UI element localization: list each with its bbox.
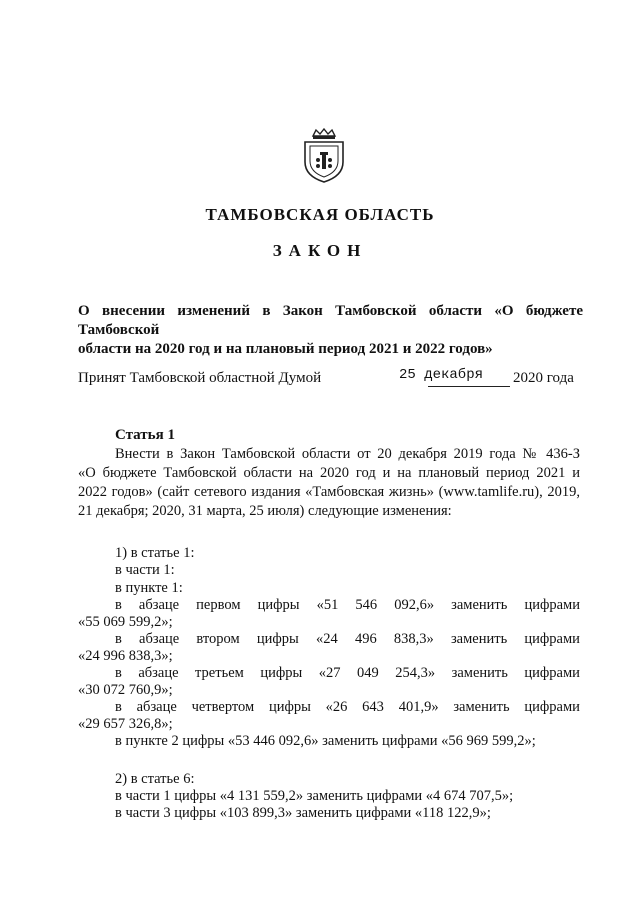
coat-of-arms-emblem xyxy=(301,128,347,184)
item-1-point: в пункте 1: xyxy=(115,580,183,596)
word: четвертом xyxy=(191,699,255,715)
word: абзаце xyxy=(138,597,180,613)
word: абзаце xyxy=(138,665,179,681)
item-2-part-3: в части 3 цифры «103 899,3» заменить цифрами «118 122,9»; xyxy=(115,805,491,821)
amendment-continuation: «30 072 760,9»; xyxy=(78,682,173,698)
region-title: ТАМБОВСКАЯ ОБЛАСТЬ xyxy=(205,205,435,224)
document-type-title: ЗАКОН xyxy=(272,241,368,260)
word: заменить xyxy=(450,631,508,647)
word: «27 xyxy=(318,665,341,681)
word: 546 xyxy=(355,597,378,613)
law-subject xyxy=(78,302,583,359)
word: цифрами xyxy=(524,631,580,647)
item-2-heading: 2) в статье 6: xyxy=(115,771,195,787)
date-underline xyxy=(428,386,510,387)
word: «51 xyxy=(316,597,339,613)
word: втором xyxy=(196,631,240,647)
word: третьем xyxy=(195,665,244,681)
word: первом xyxy=(196,597,241,613)
article-intro-paragraph xyxy=(78,445,580,521)
article-title: Статья 1 xyxy=(115,427,175,443)
word: в xyxy=(115,631,122,647)
word: заменить xyxy=(451,665,508,681)
item-2-part-1: в части 1 цифры «4 131 559,2» заменить цифрами «4 674 707,5»; xyxy=(115,788,514,804)
word: абзаце xyxy=(139,631,180,647)
word: цифры xyxy=(268,699,311,715)
word: абзаце xyxy=(136,699,177,715)
word: заменить xyxy=(453,699,510,715)
word: «24 xyxy=(316,631,338,647)
word: 049 xyxy=(356,665,379,681)
paragraph-line: 2022 годов» (сайт сетевого издания «Тамбовская жизнь» (www.tamlife.ru), 2019, xyxy=(78,484,580,500)
amendment-continuation: «29 657 326,8»; xyxy=(78,716,173,732)
amendment-continuation: «55 069 599,2»; xyxy=(78,614,173,630)
adoption-day: 25 декабря xyxy=(399,367,484,383)
amendment-continuation: «24 996 838,3»; xyxy=(78,648,173,664)
paragraph-line: Внести в Закон Тамбовской области от 20 декабря 2019 года № 436-З xyxy=(115,446,580,462)
word: цифрами xyxy=(524,665,580,681)
word: цифрами xyxy=(524,597,580,613)
item-1-heading: 1) в статье 1: xyxy=(115,545,195,561)
word: 838,3» xyxy=(393,631,434,647)
item-1-part: в части 1: xyxy=(115,562,175,578)
word: в xyxy=(115,665,122,681)
word: цифры xyxy=(260,665,303,681)
word: 254,3» xyxy=(395,665,436,681)
word: «26 xyxy=(325,699,348,715)
subject-line: О внесении изменений в Закон Тамбовской области «О бюджете Тамбовской xyxy=(78,303,583,338)
word: в xyxy=(115,699,122,715)
adoption-label: Принят Тамбовской областной Думой xyxy=(78,370,322,386)
adoption-year: 2020 года xyxy=(513,370,574,386)
word: в xyxy=(115,597,122,613)
word: 643 xyxy=(362,699,384,715)
point-2-amendment: в пункте 2 цифры «53 446 092,6» заменить цифрами «56 969 599,2»; xyxy=(115,733,536,749)
word: цифры xyxy=(257,597,300,613)
word: 092,6» xyxy=(394,597,435,613)
word: заменить xyxy=(451,597,508,613)
word: цифрами xyxy=(524,699,580,715)
word: 401,9» xyxy=(398,699,439,715)
subject-line: области на 2020 год и на плановый период 2021 и 2022 годов» xyxy=(78,341,493,357)
word: цифры xyxy=(256,631,299,647)
word: 496 xyxy=(354,631,377,647)
paragraph-line: «О бюджете Тамбовской области на 2020 год и на плановый период 2021 и xyxy=(78,465,580,481)
paragraph-line: 21 декабря; 2020, 31 марта, 25 июля) следующие изменения: xyxy=(78,503,452,519)
